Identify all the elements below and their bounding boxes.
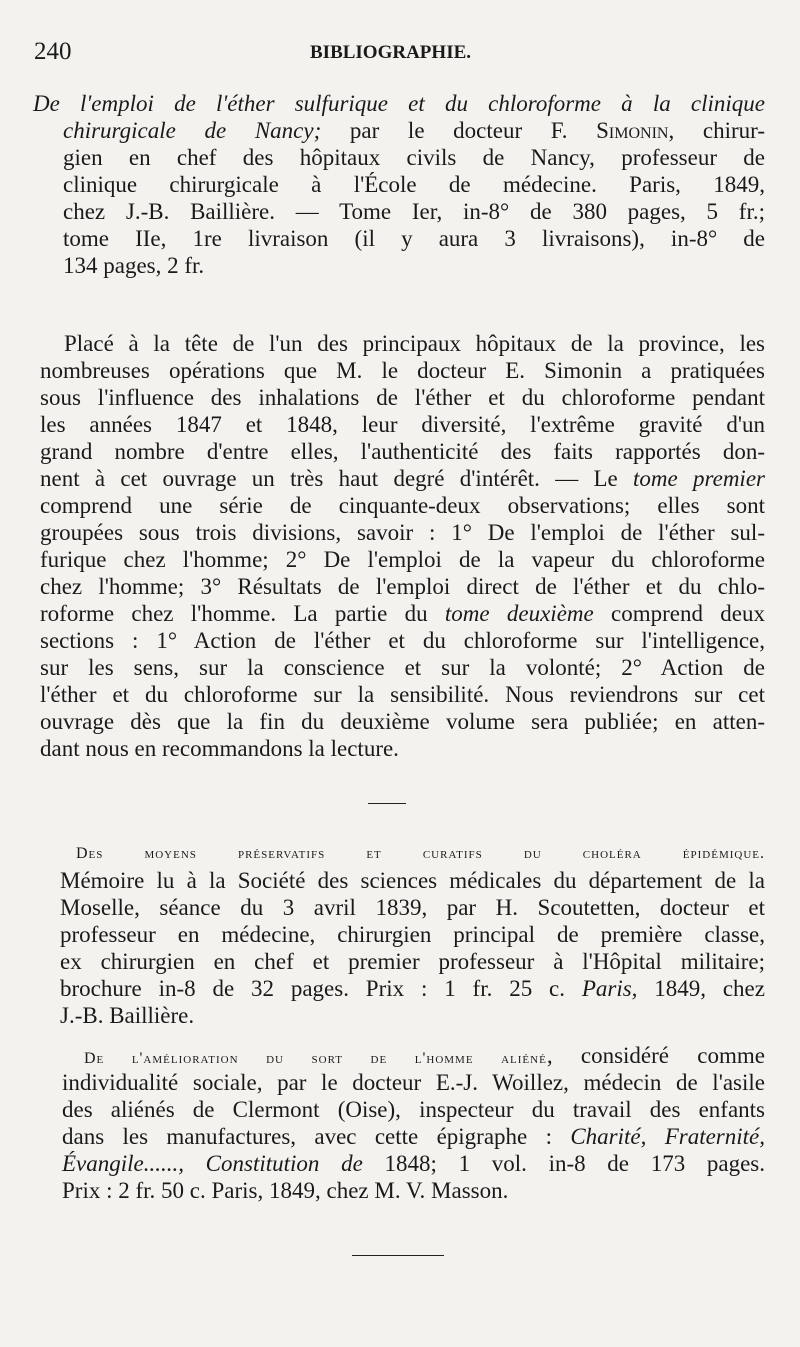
entry-2: [60, 840, 765, 1029]
review-line: Placé à la tête de l'un des principaux hôpitaux de la province, les: [64, 331, 765, 356]
entry-1-title-line: De l'emploi de l'éther sulfurique et du chloroforme à la clinique: [33, 91, 765, 116]
entry-3-line: Prix : 2 fr. 50 c. Paris, 1849, chez M. V. Masson.: [62, 1178, 509, 1203]
section-divider: [368, 803, 406, 804]
entry-3-title-line: De l'amélioration du sort de l'homme aliéné, considéré comme: [84, 1043, 765, 1068]
review-line: groupées sous trois divisions, savoir : 1° De l'emploi de l'éther sul-: [40, 520, 765, 545]
entry-3-line: individualité sociale, par le docteur E.-J. Woillez, médecin de l'asile: [62, 1070, 765, 1095]
entry-1-line: chez J.-B. Baillière. — Tome Ier, in-8° de 380 pages, 5 fr.;: [63, 199, 765, 224]
review-line: ouvrage dès que la fin du deuxième volume sera publiée; en atten-: [40, 709, 765, 734]
entry-1-line: chirurgicale de Nancy; par le docteur F. Simonin, chirur-: [63, 118, 765, 143]
entry-1-line: 134 pages, 2 fr.: [63, 253, 205, 278]
review-line: grand nombre d'entre elles, l'authenticité des faits rapportés don-: [40, 439, 765, 464]
review-line: comprend une série de cinquante-deux observations; elles sont: [40, 493, 765, 518]
review-line: sous l'influence des inhalations de l'éther et du chloroforme pendant: [40, 385, 765, 410]
review-line: furique chez l'homme; 2° De l'emploi de la vapeur du chloroforme: [40, 547, 765, 572]
entry-1-line: tome IIe, 1re livraison (il y aura 3 livraisons), in-8° de: [63, 226, 765, 251]
entry-3-line: dans les manufactures, avec cette épigraphe : Charité, Fraternité,: [62, 1124, 765, 1149]
review-line: nent à cet ouvrage un très haut degré d'intérêt. — Le tome premier: [40, 466, 765, 491]
entry-2-line: Mémoire lu à la Société des sciences médicales du département de la: [60, 868, 765, 893]
review-line: chez l'homme; 3° Résultats de l'emploi direct de l'éther et du chlo-: [40, 574, 765, 599]
review-line: les années 1847 et 1848, leur diversité, l'extrême gravité d'un: [40, 412, 765, 437]
entry-3-title: De l'amélioration du sort de l'homme aliéné: [84, 1050, 547, 1067]
entry-3-line: Évangile......, Constitution de 1848; 1 vol. in-8 de 173 pages.: [62, 1151, 765, 1176]
page-number: 240: [34, 38, 72, 65]
review-line: l'éther et du chloroforme sur la sensibilité. Nous reviendrons sur cet: [40, 682, 765, 707]
review-line: sur les sens, sur la conscience et sur la volonté; 2° Action de: [40, 655, 765, 680]
page-header: [34, 36, 764, 70]
entry-2-line: brochure in-8 de 32 pages. Prix : 1 fr. 25 c. Paris, 1849, chez: [60, 976, 765, 1001]
review-line: dant nous en recommandons la lecture.: [40, 736, 399, 761]
entry-1-line: gien en chef des hôpitaux civils de Nancy, professeur de: [63, 145, 765, 170]
entry-1-line: clinique chirurgicale à l'École de médecine. Paris, 1849,: [63, 172, 765, 197]
review-line: sections : 1° Action de l'éther et du chloroforme sur l'intelligence,: [40, 628, 765, 653]
entry-2-line: J.-B. Baillière.: [60, 1003, 195, 1028]
entry-3-line: des aliénés de Clermont (Oise), inspecteur du travail des enfants: [62, 1097, 765, 1122]
entry-2-line: professeur en médecine, chirurgien principal de première classe,: [60, 922, 765, 947]
review-line: roforme chez l'homme. La partie du tome deuxième comprend deux: [40, 601, 765, 626]
entry-2-line: ex chirurgien en chef et premier professeur à l'Hôpital militaire;: [60, 949, 765, 974]
author-name: Simonin: [596, 118, 669, 143]
entry-2-title: Des moyens préservatifs et curatifs du choléra épidémique.: [76, 845, 765, 862]
review-1: [40, 330, 765, 762]
review-line: nombreuses opérations que M. le docteur E. Simonin a pratiquées: [40, 358, 765, 383]
entry-2-line: Moselle, séance du 3 avril 1839, par H. Scoutetten, docteur et: [60, 895, 765, 920]
running-title: BIBLIOGRAPHIE.: [310, 42, 472, 63]
entry-1: [33, 90, 765, 279]
end-divider: [352, 1255, 444, 1256]
entry-3: [62, 1042, 765, 1204]
